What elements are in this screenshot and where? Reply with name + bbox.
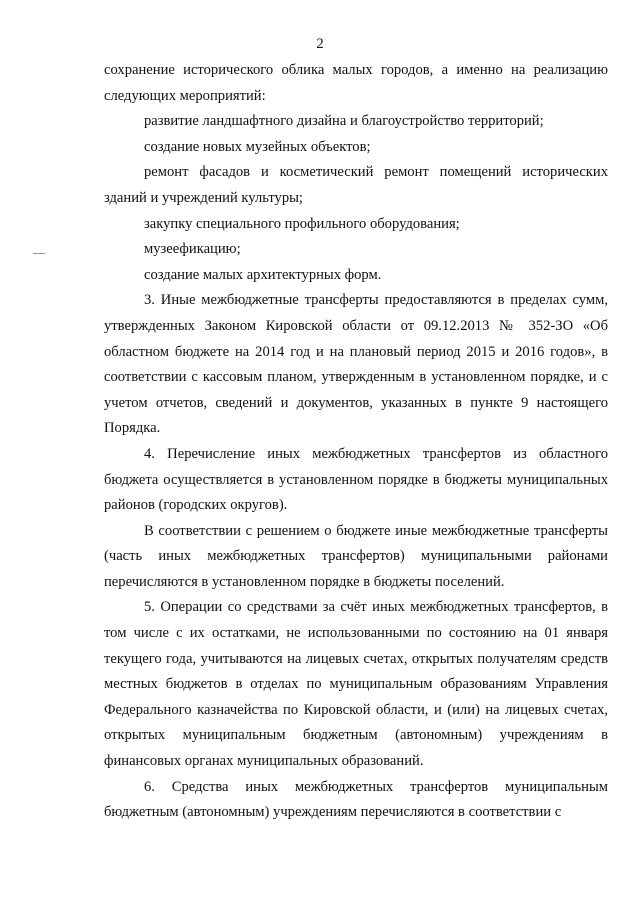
paragraph-intro-continuation: сохранение исторического облика малых городов, а именно на реализацию следующих мероприятий: (104, 62, 608, 104)
page-number: 2 (316, 36, 324, 52)
paragraph-clause-5: 5. Операции со средствами за счёт иных межбюджетных трансфертов, в том числе с их остатками, не использованными по состоянию на 01 января текущего года, учитываются на лицевых счетах, открытых получателям средств местных бюджетов в отделах по муниципальным образованиям Управления Федерального казначейства по Кировской области, и (или) на лицевых счетах, открытых муниципальным бюджетным (автономным) учреждениям в финансовых органах муниципальных образований. (104, 599, 608, 770)
paragraph-clause-6: 6. Средства иных межбюджетных трансфертов муниципальным бюджетным (автономным) учреждениям перечисляются в соответствии с (104, 778, 608, 821)
document-body (104, 58, 608, 826)
margin-mark (33, 253, 45, 254)
list-item-small-architectural-forms: создание малых архитектурных форм. (144, 266, 382, 283)
paragraph-budget-decision: В соответствии с решением о бюджете иные межбюджетные трансферты (часть иных межбюджетных трансфертов) муниципальными районами перечисляются в установленном порядке в бюджеты поселений. (104, 522, 608, 590)
list-item-landscape-design: развитие ландшафтного дизайна и благоустройство территорий; (144, 113, 544, 130)
list-item-museumification: музеефикацию; (144, 241, 241, 258)
list-item-facade-repair: ремонт фасадов и косметический ремонт помещений исторических зданий и учреждений культуры; (104, 164, 608, 206)
paragraph-clause-3: 3. Иные межбюджетные трансферты предоставляются в пределах сумм, утвержденных Законом Кировской области от 09.12.2013 № 352-ЗО «Об областном бюджете на 2014 год и на плановый период 2015 и 2016 годов», в соответствии с кассовым планом, утвержденным в установленном порядке, и с учетом отчетов, сведений и документов, указанных в пункте 9 настоящего Порядка. (104, 292, 608, 437)
paragraph-clause-4: 4. Перечисление иных межбюджетных трансфертов из областного бюджета осуществляется в установленном порядке в бюджеты муниципальных районов (городских округов). (104, 445, 608, 514)
list-item-equipment-purchase: закупку специального профильного оборудования; (144, 215, 460, 232)
list-item-new-museums: создание новых музейных объектов; (144, 138, 371, 155)
